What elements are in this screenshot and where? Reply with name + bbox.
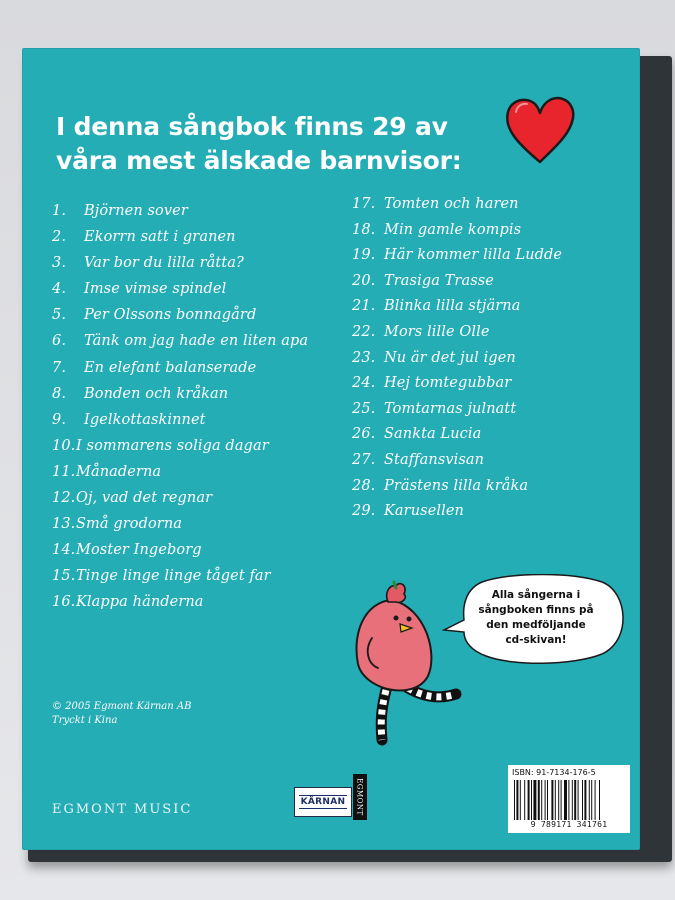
song-item	[52, 224, 308, 250]
song-number: 12.	[52, 490, 76, 507]
song-title: Ekorrn satt i granen	[84, 229, 236, 246]
barcode	[508, 765, 630, 833]
printed-in-line: Tryckt i Kina	[52, 715, 118, 726]
song-number: 5.	[52, 307, 67, 324]
song-item	[352, 422, 562, 448]
song-title: Tänk om jag hade en liten apa	[84, 333, 309, 350]
song-item	[52, 589, 308, 615]
song-title: Här kommer lilla Ludde	[384, 247, 563, 264]
song-title: Hej tomtegubbar	[384, 375, 512, 392]
song-title: Imse vimse spindel	[84, 281, 227, 298]
song-item	[52, 485, 308, 511]
song-title: Igelkottaskinnet	[84, 411, 206, 428]
song-number: 29.	[352, 503, 376, 520]
bubble-line-2: sångboken finns på	[478, 604, 594, 616]
song-item	[52, 407, 308, 433]
song-item	[352, 192, 562, 218]
song-item	[352, 320, 562, 346]
song-item	[352, 243, 562, 269]
copyright-line: © 2005 Egmont Kärnan AB	[52, 701, 192, 712]
song-title: Sankta Lucia	[384, 426, 482, 443]
song-title: Staffansvisan	[384, 451, 485, 468]
song-title: Tomtarnas julnatt	[384, 400, 517, 417]
song-item	[352, 346, 562, 372]
song-title: Tomten och haren	[384, 196, 519, 212]
barcode-bars	[514, 780, 626, 820]
song-title: Blinka lilla stjärna	[384, 298, 521, 315]
copyright-notice	[52, 700, 191, 728]
song-number: 1.	[52, 203, 67, 219]
song-number: 4.	[52, 281, 67, 298]
song-item	[352, 218, 562, 244]
song-number: 16.	[52, 594, 76, 611]
song-number: 9.	[52, 411, 67, 428]
song-title: Min gamle kompis	[384, 221, 522, 238]
song-number: 15.	[52, 568, 76, 585]
song-list-left	[52, 198, 308, 616]
karnan-logo-text: KÄRNAN	[300, 797, 346, 807]
publisher-name: EGMONT MUSIC	[52, 802, 193, 817]
song-title: Trasiga Trasse	[384, 272, 494, 289]
song-number: 25.	[352, 400, 376, 417]
song-item	[52, 459, 308, 485]
song-item	[352, 474, 562, 500]
song-title: Mors lille Olle	[384, 323, 490, 340]
song-item	[52, 250, 308, 276]
song-title: Björnen sover	[84, 203, 188, 219]
bird-character	[334, 578, 464, 753]
song-item	[352, 499, 562, 525]
bubble-line-1: Alla sångerna i	[491, 589, 581, 601]
song-title: Prästens lilla kråka	[384, 477, 529, 494]
song-title: I sommarens soliga dagar	[76, 437, 269, 454]
song-title: Bonden och kråkan	[84, 385, 229, 402]
song-item	[52, 563, 308, 589]
song-title: En elefant balanserade	[84, 359, 257, 376]
song-title: Nu är det jul igen	[384, 349, 516, 366]
song-number: 13.	[52, 516, 76, 533]
song-item	[52, 381, 308, 407]
egmont-logo	[353, 774, 367, 820]
song-number: 14.	[52, 542, 76, 559]
headline-line-1: I denna sångbok finns 29 av	[56, 112, 448, 141]
song-number: 24.	[352, 375, 376, 392]
song-number: 11.	[52, 463, 76, 480]
song-title: Klappa händerna	[76, 594, 204, 611]
song-number: 21.	[352, 298, 376, 315]
song-number: 3.	[52, 255, 67, 272]
bubble-line-4: cd-skivan!	[505, 634, 567, 646]
song-item	[52, 276, 308, 302]
song-list-right	[352, 192, 562, 525]
song-item	[52, 302, 308, 328]
song-number: 27.	[352, 451, 376, 468]
karnan-logo	[294, 787, 352, 817]
song-number: 7.	[52, 359, 67, 376]
barcode-number: 9 789171 341761	[530, 820, 608, 829]
song-number: 18.	[352, 221, 376, 238]
headline-line-2: våra mest älskade barnvisor:	[56, 146, 462, 175]
song-title: Tinge linge linge tåget far	[76, 568, 271, 585]
song-item	[52, 328, 308, 354]
song-title: Moster Ingeborg	[76, 542, 202, 559]
bubble-text	[452, 588, 620, 648]
egmont-logo-text: EGMONT	[356, 778, 364, 816]
song-item	[352, 448, 562, 474]
song-title: Oj, vad det regnar	[76, 490, 213, 507]
isbn-text: ISBN: 91-7134-176-5	[512, 768, 596, 777]
song-title: Var bor du lilla råtta?	[84, 255, 244, 272]
heart-icon	[500, 90, 580, 170]
song-title: Månaderna	[76, 463, 162, 480]
song-number: 26.	[352, 426, 376, 443]
song-number: 10.	[52, 437, 76, 454]
song-title: Små grodorna	[76, 516, 183, 533]
song-number: 2.	[52, 229, 67, 246]
song-number: 22.	[352, 323, 376, 340]
song-number: 28.	[352, 477, 376, 494]
song-item	[52, 537, 308, 563]
song-number: 17.	[352, 196, 376, 212]
song-item	[52, 433, 308, 459]
song-item	[352, 269, 562, 295]
song-number: 23.	[352, 349, 376, 366]
song-item	[352, 397, 562, 423]
song-title: Karusellen	[384, 503, 464, 520]
bubble-line-3: den medföljande	[486, 619, 586, 631]
song-number: 6.	[52, 333, 67, 350]
headline	[56, 110, 496, 178]
song-item	[52, 198, 308, 224]
song-number: 20.	[352, 272, 376, 289]
song-title: Per Olssons bonnagård	[84, 307, 257, 324]
song-number: 19.	[352, 247, 376, 264]
song-number: 8.	[52, 385, 67, 402]
song-item	[52, 511, 308, 537]
song-item	[352, 371, 562, 397]
song-item	[352, 294, 562, 320]
song-item	[52, 355, 308, 381]
book-back-cover	[22, 48, 640, 850]
